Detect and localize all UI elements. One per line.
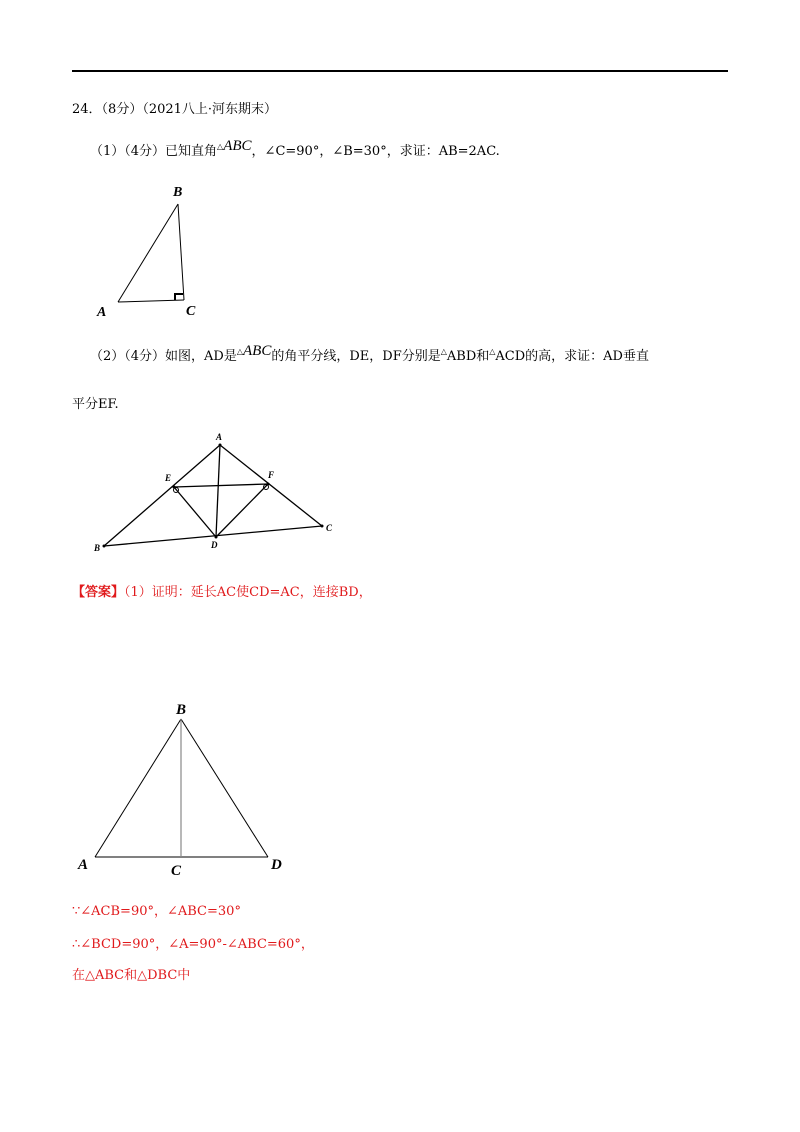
label-a: A	[78, 857, 89, 873]
triangle-symbol: △	[236, 347, 244, 356]
label-d: D	[271, 857, 282, 873]
triangle-symbol: △	[489, 347, 496, 356]
label-c: C	[186, 304, 196, 319]
part2-prefix: （2）（4分）如图，AD是	[90, 349, 237, 364]
label-b: B	[176, 702, 187, 718]
triangle-name: ABC	[223, 138, 252, 154]
label-b: B	[94, 543, 101, 553]
triangle-symbol: △	[440, 347, 447, 356]
answer-text: （1）证明：延长AC使CD=AC，连接BD，	[124, 585, 372, 600]
answer-step-2: ∴∠BCD=90°，∠A=90°-∠ABC=60°，	[72, 937, 314, 952]
label-a: A	[216, 432, 223, 442]
answer-tag: 【答案】	[72, 585, 125, 600]
part2-middle: 的角平分线，DE，DF分别是	[271, 349, 441, 364]
label-a: A	[97, 305, 107, 320]
part1-suffix: ，∠C=90°，∠B=30°，求证：AB=2AC.	[251, 144, 500, 159]
label-c: C	[326, 523, 333, 533]
label-e: E	[165, 473, 172, 483]
part2-acd: ACD的高，求证：AD垂直	[495, 349, 649, 364]
question-header: 24．（8分）（2021八上·河东期末）	[72, 102, 278, 117]
part2-abd: ABD和	[446, 349, 490, 364]
label-f: F	[268, 470, 275, 480]
label-c: C	[171, 863, 182, 879]
triangle-name: ABC	[243, 343, 272, 359]
triangle-symbol: △	[217, 142, 224, 151]
answer-step-3: 在△ABC和△DBC中	[72, 968, 191, 983]
answer-step-1: ∵∠ACB=90°，∠ABC=30°	[72, 904, 241, 919]
part2-line2: 平分EF.	[72, 397, 119, 412]
label-d: D	[211, 540, 218, 550]
label-b: B	[173, 185, 183, 200]
part1-prefix: （1）（4分）已知直角	[90, 144, 218, 159]
